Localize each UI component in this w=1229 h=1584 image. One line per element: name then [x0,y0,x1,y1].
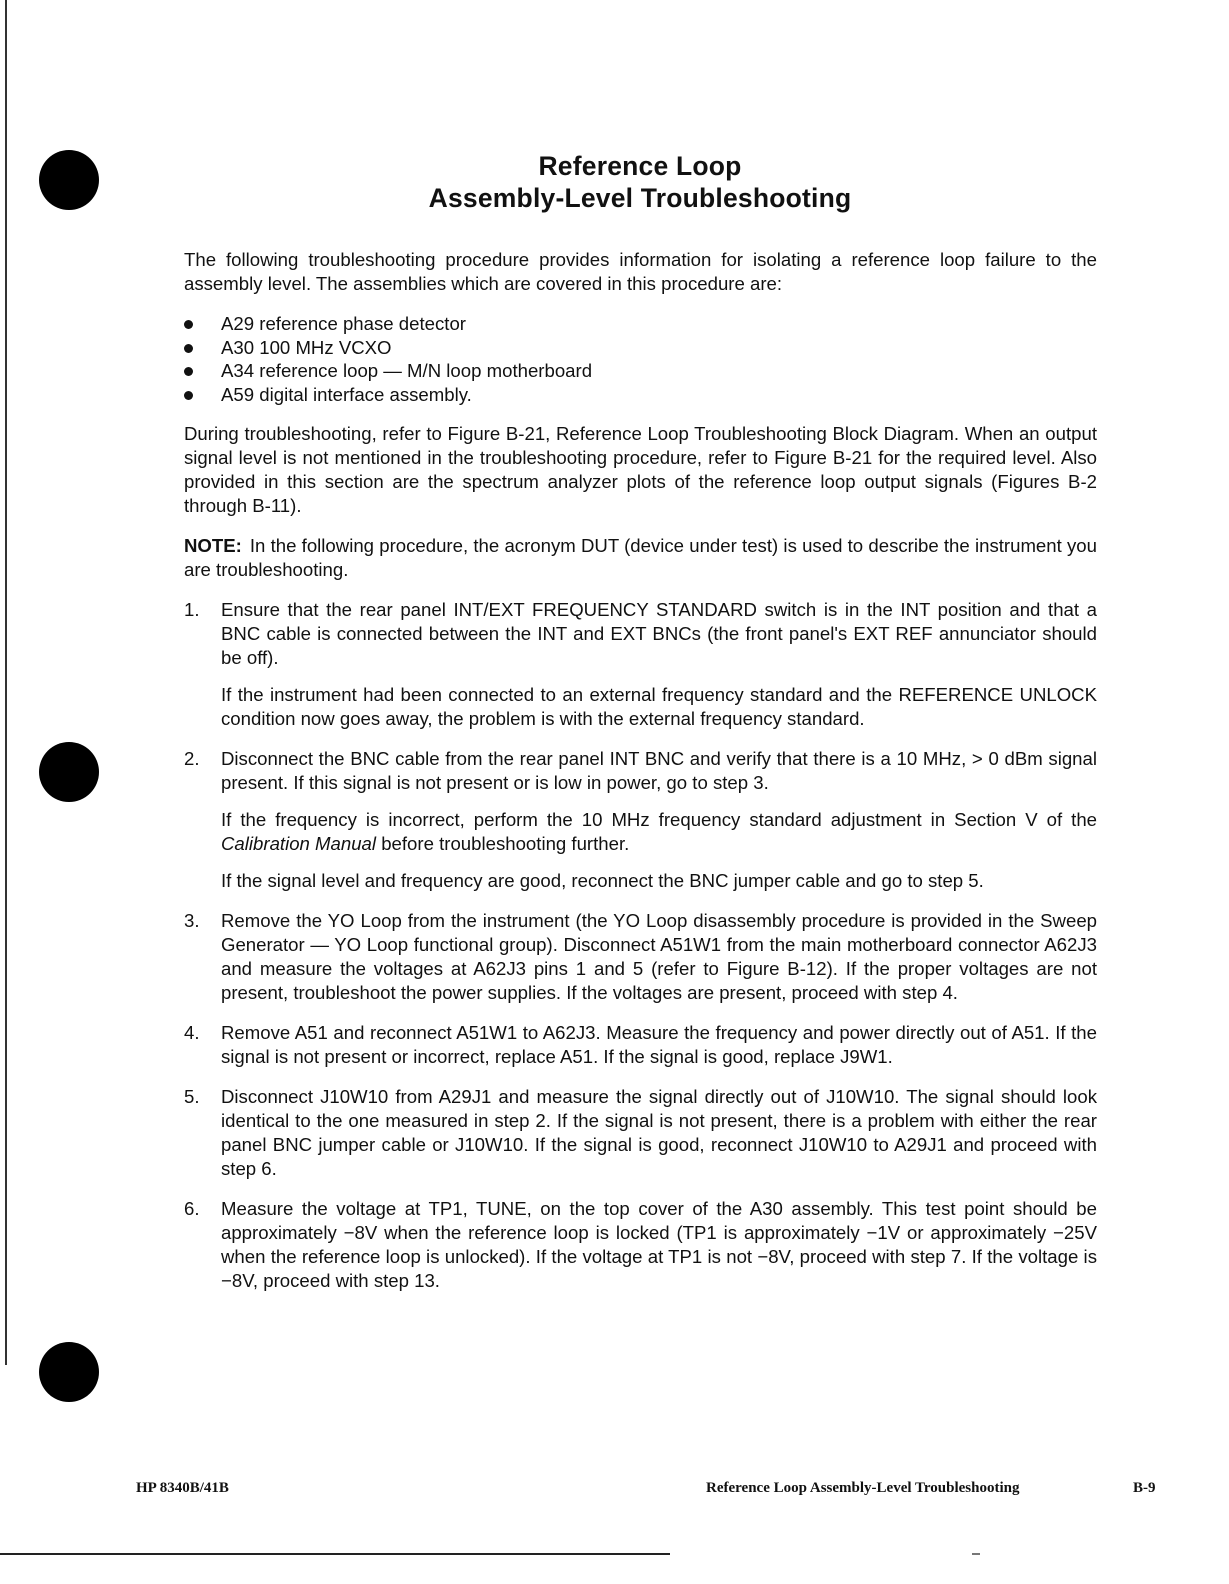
footer-model: HP 8340B/41B [136,1480,229,1496]
step-4 [184,1021,1097,1069]
bullet-icon [184,320,193,329]
note-text: In the following procedure, the acronym DUT (device under test) is used to describe the instrument you are troubleshooting. [184,535,1097,580]
list-item-text: A30 100 MHz VCXO [221,336,392,358]
step-number: 4. [184,1022,200,1043]
step-text: If the instrument had been connected to an external frequency standard and the REFERENCE UNLOCK condition now goes away, the problem is with the external frequency standard. [221,684,1097,729]
during-troubleshooting-paragraph: During troubleshooting, refer to Figure B-21, Reference Loop Troubleshooting Block Diagram. When an output signal level is not mentioned in the troubleshooting procedure, refer to Figure B-21 for the required level. Also provided in this section are the spectrum analyzer plots of the reference loop output signals (Figures B-2 through B-11). [184,423,1097,516]
step-5 [184,1085,1097,1181]
page-title [360,150,920,214]
step-6 [184,1197,1097,1293]
step-text: Disconnect J10W10 from A29J1 and measure the signal directly out of J10W10. The signal should look identical to the one measured in step 2. If the signal is not present, there is a problem with either the rear panel BNC jumper cable or J10W10. If the signal is good, reconnect J10W10 to A29J1 and proceed with step 6. [221,1086,1097,1179]
bottom-dash [972,1553,980,1555]
step-3 [184,909,1097,1005]
step-1 [184,598,1097,731]
manual-title: Calibration Manual [221,833,377,854]
list-item [184,383,1097,407]
step-number: 1. [184,599,200,620]
intro-paragraph: The following troubleshooting procedure provides information for isolating a reference loop failure to the assembly level. The assemblies which are covered in this procedure are: [184,249,1097,294]
left-margin-rule [5,0,7,1365]
binder-hole-middle [39,742,99,802]
step-text: If the signal level and frequency are good, reconnect the BNC jumper cable and go to step 5. [221,870,984,891]
step-2 [184,747,1097,893]
step-number: 6. [184,1198,200,1219]
step-text: Ensure that the rear panel INT/EXT FREQUENCY STANDARD switch is in the INT position and that a BNC cable is connected between the INT and EXT BNCs (the front panel's EXT REF annunciator should be off). [221,599,1097,668]
step-number: 3. [184,910,200,931]
list-item [184,312,1097,336]
document-body [184,248,1097,1309]
footer-section-title: Reference Loop Assembly-Level Troubleshooting [706,1480,1020,1496]
list-item-text: A59 digital interface assembly. [221,383,472,405]
list-item-text: A29 reference phase detector [221,313,466,334]
note-label: NOTE: [184,535,242,556]
list-item [184,336,1097,360]
list-item-text: A34 reference loop — M/N loop motherboard [221,360,593,381]
bottom-rule [0,1553,670,1555]
step-text: Disconnect the BNC cable from the rear panel INT BNC and verify that there is a 10 MHz, > 0 dBm signal present. If this signal is not present or is low in power, go to step 3. [221,748,1097,793]
binder-hole-bottom [39,1342,99,1402]
step-number: 5. [184,1086,200,1107]
binder-hole-top [39,150,99,210]
step-number: 2. [184,748,200,769]
note-paragraph [184,534,1097,582]
bullet-icon [184,391,193,400]
bullet-icon [184,367,193,376]
step-text: Remove A51 and reconnect A51W1 to A62J3. Measure the frequency and power directly out of A51. If the signal is not present or incorrect, replace A51. If the signal is good, replace J9W1. [221,1022,1097,1067]
list-item [184,359,1097,383]
step-text: Remove the YO Loop from the instrument (the YO Loop disassembly procedure is provided in the Sweep Generator — YO Loop functional group). Disconnect A51W1 from the main motherboard connector A62J3 and measure the voltages at A62J3 pins 1 and 5 (refer to Figure B-12). If the proper voltages are not present, troubleshoot the power supplies. If the voltages are present, proceed with step 4. [221,910,1097,1003]
page-title-line-2: Assembly-Level Troubleshooting [428,183,852,213]
step-text: Measure the voltage at TP1, TUNE, on the top cover of the A30 assembly. This test point should be approximately −8V when the reference loop is locked (TP1 is approximately −1V or approximately −25V when the reference loop is unlocked). If the voltage at TP1 is not −8V, proceed with step 7. If the voltage is −8V, proceed with step 13. [221,1198,1097,1291]
footer-page-number: B-9 [1133,1480,1156,1496]
page-title-line-1: Reference Loop [538,151,742,181]
step-text [221,808,1097,856]
bullet-icon [184,344,193,353]
step-text-part: If the frequency is incorrect, perform the 10 MHz frequency standard adjustment in Section V of the [221,809,1097,830]
assembly-list [184,312,1097,406]
procedure-steps [184,598,1097,1293]
step-text-part: before troubleshooting further. [376,833,630,854]
